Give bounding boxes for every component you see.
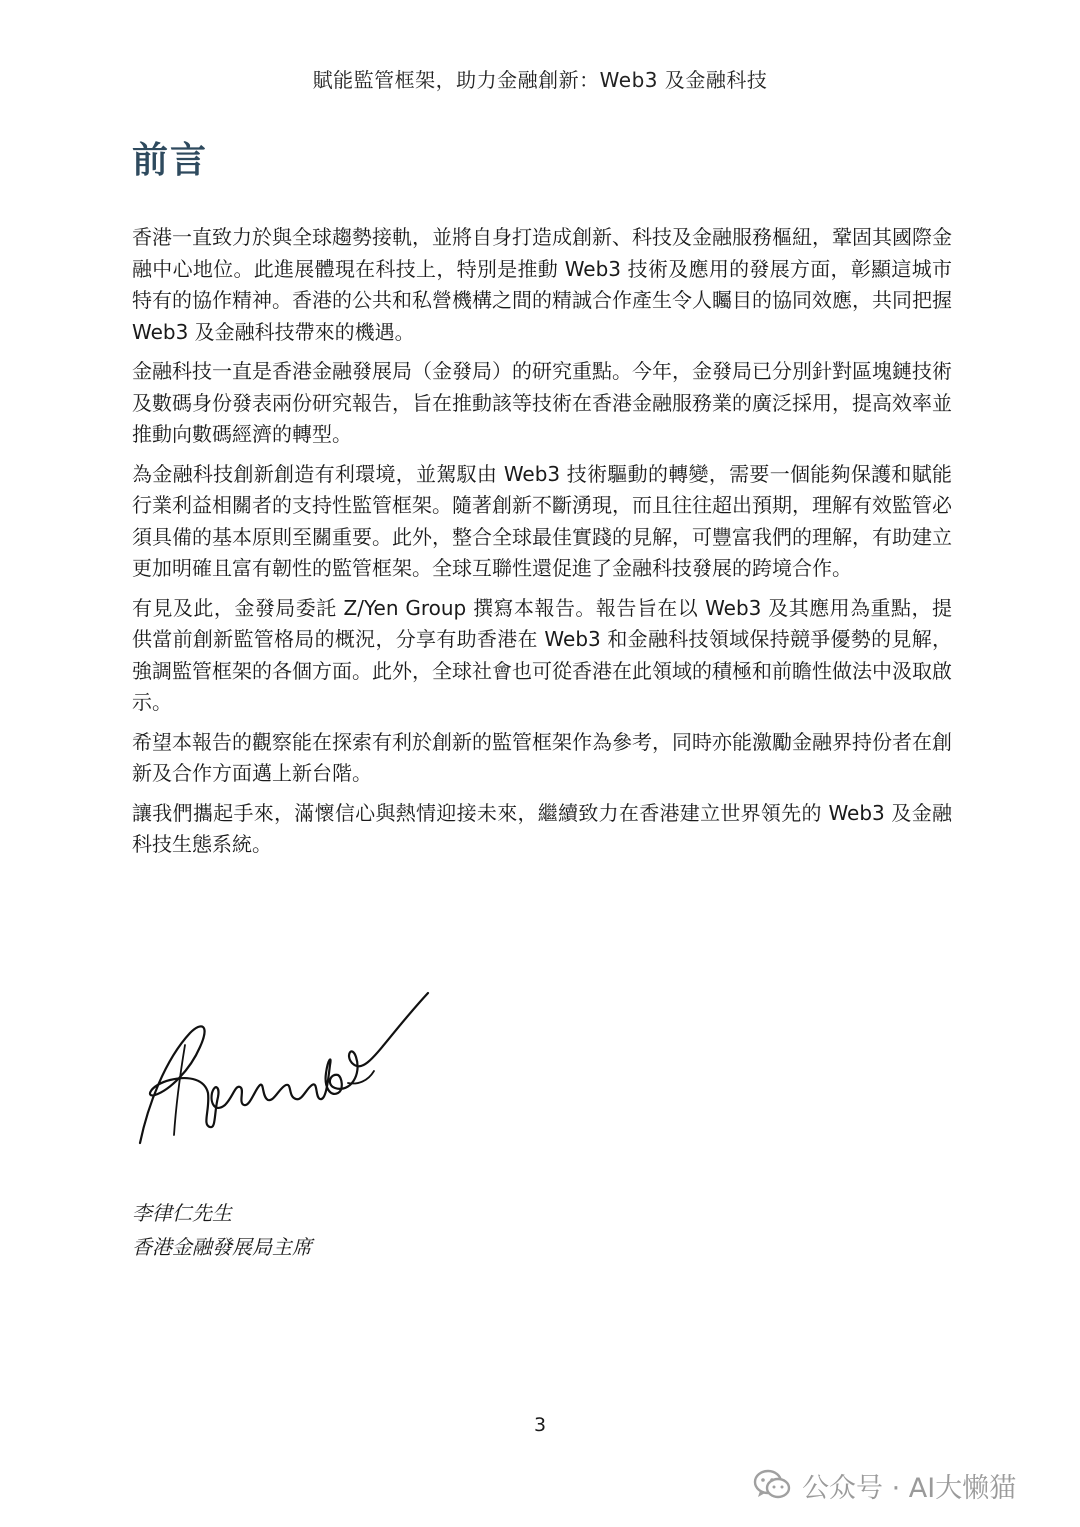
signer-name: 李律仁先生 [132, 1201, 232, 1225]
paragraph-5: 希望本報告的觀察能在探索有利於創新的監管框架作為參考，同時亦能激勵金融界持份者在創新及合作方面邁上新台階。 [132, 729, 952, 785]
watermark [752, 1460, 1016, 1510]
signer-role: 香港金融發展局主席 [132, 1235, 312, 1259]
paragraph-1: 香港一直致力於與全球趨勢接軌，並將自身打造成創新、科技及金融服務樞紐，鞏固其國際金融中心地位。此進展體現在科技上，特別是推動 Web3 技術及應用的發展方面，彰顯這城市特有的協作精神。香港的公共和私營機構之間的精誠合作產生令人矚目的協同效應，共同把握 Web3 及金融科技帶來的機遇。 [132, 225, 952, 344]
section-title: 前言 [132, 140, 209, 181]
body-text [132, 222, 952, 869]
running-header: 賦能監管框架，助力金融創新：Web3 及金融科技 [312, 68, 768, 92]
paragraph-2: 金融科技一直是香港金融發展局（金發局）的研究重點。今年，金發局已分別針對區塊鏈技術及數碼身份發表兩份研究報告，旨在推動該等技術在香港金融服務業的廣泛採用，提高效率並推動向數碼經濟的轉型。 [132, 359, 952, 446]
page-number: 3 [533, 1414, 547, 1436]
paragraph-3: 為金融科技創新創造有利環境，並駕馭由 Web3 技術驅動的轉變，需要一個能夠保護和賦能行業利益相關者的支持性監管框架。隨著創新不斷湧現，而且往往超出預期，理解有效監管必須具備的基本原則至關重要。此外，整合全球最佳實踐的見解，可豐富我們的理解，有助建立更加明確且富有韌性的監管框架。全球互聯性還促進了金融科技發展的跨境合作。 [132, 461, 952, 580]
handwritten-signature-icon [130, 985, 440, 1150]
paragraph-4: 有見及此，金發局委託 Z/Yen Group 撰寫本報告。報告旨在以 Web3 及其應用為重點，提供當前創新監管格局的概況，分享有助香港在 Web3 和金融科技領域保持競爭優勢的見解，強調監管框架的各個方面。此外，全球社會也可從香港在此領域的積極和前瞻性做法中汲取啟示。 [132, 595, 952, 714]
paragraph-6: 讓我們攜起手來，滿懷信心與熱情迎接未來，繼續致力在香港建立世界領先的 Web3 及金融科技生態系統。 [132, 800, 952, 856]
watermark-text: 公众号 · AI大懒猫 [802, 1472, 1017, 1504]
wechat-icon [752, 1467, 792, 1503]
signer-block [132, 1196, 312, 1264]
